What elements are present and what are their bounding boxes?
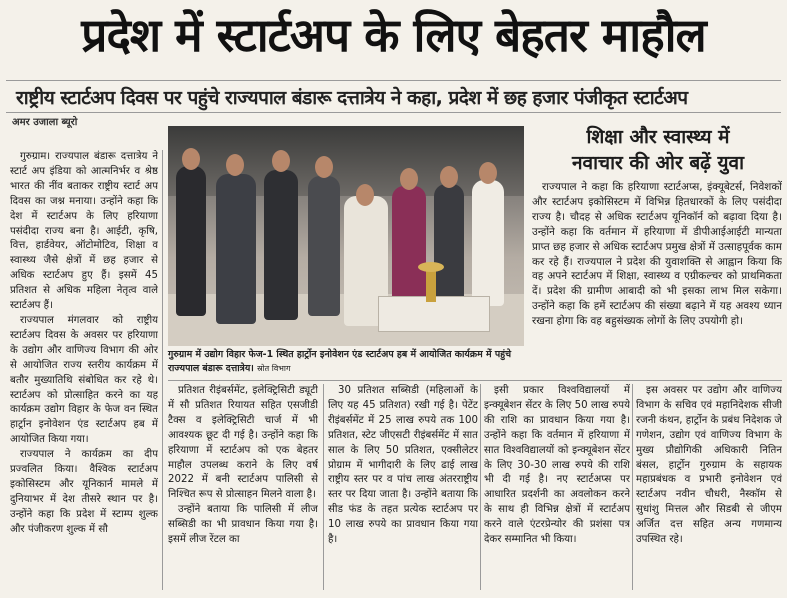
photo-person-head <box>356 184 374 206</box>
photo-person-head <box>315 156 333 178</box>
photo-person-head <box>226 154 244 176</box>
sidebar-text <box>532 180 782 366</box>
photo-person <box>216 174 256 324</box>
paragraph: 30 प्रतिशत सब्सिडी (महिलाओं के लिए यह 45 प्रतिशत) रखी गई है। पेटेंट रीइंबर्समेंट में 25 लाख रुपये तक 100 प्रतिशत, स्टेट जीएसटी रीइंबर्समेंट में सात साल के लिए 50 प्रतिशत, एक्सीलेटर प्रोग्राम में भागीदारी के लिए ढाई लाख राष्ट्रीय स्तर पर व पांच लाख अंतरराष्ट्रीय स्तर पर दिया जाता है। उन्होंने बताया कि सीड फंड के तहत प्रत्येक स्टार्टअप पर 10 लाख रुपये का प्रावधान किया गया है। <box>328 385 478 546</box>
caption-source: स्रोत विभाग <box>257 364 291 373</box>
paragraph: इस अवसर पर उद्योग और वाणिज्य विभाग के सचिव एवं महानिदेशक सीजी रजनी कंथन, हार्ट्रोन के प्रबंध निदेशक जे गणेशन, उद्योग एवं वाणिज्य विभाग के मुख्य प्रौद्योगिकी अधिकारी नितिन बंसल, हार्ट्रोन गुरुग्राम के सहायक महाप्रबंधक व प्रभारी इनोवेशन एवं स्टार्टअप नवीन चौधरी, नैस्कॉम से सुधांशु मित्तल और सिडबी से जीएम अर्जित दत्त सहित अन्य गणमान्य उपस्थित रहे। <box>636 385 782 546</box>
photo-person-head <box>400 168 418 190</box>
byline: अमर उजाला ब्यूरो <box>12 117 78 128</box>
photo-person <box>308 176 340 316</box>
photo-person-head <box>479 162 497 184</box>
column-5 <box>636 384 782 590</box>
subheadline: राष्ट्रीय स्टार्टअप दिवस पर पहुंचे राज्यपाल बंडारू दत्तात्रेय ने कहा, प्रदेश में छह हजार पंजीकृत स्टार्टअप <box>16 87 688 109</box>
divider <box>162 150 163 590</box>
photo-person-head <box>182 148 200 170</box>
column-4 <box>484 384 630 590</box>
column-2 <box>168 384 318 590</box>
photo-person <box>176 166 206 316</box>
lamp-icon <box>426 268 436 302</box>
paragraph: गुरुग्राम। राज्यपाल बंडारू दत्तात्रेय ने स्टार्ट अप इंडिया को आत्मनिर्भर व श्रेष्ठ भारत की नींव बताकर राष्ट्रीय स्टार्ट अप दिवस का जश्न मनाया। उन्होंने कहा कि देश में स्टार्टअप के लिए हरियाणा पसंदीदा राज्य बना है। आईटी, कृषि, वित्त, हार्डवेयर, ऑटोमोटिव, शिक्षा व स्वास्थ्य जैसे क्षेत्रों में छह हजार से अधिक स्टार्टअप हुए हैं। इसमें 45 प्रतिशत से अधिक महिला नेतृत्व वाले स्टार्टअप हैं। <box>10 151 158 312</box>
divider <box>168 380 782 381</box>
divider <box>6 80 781 81</box>
divider <box>480 384 481 590</box>
sidebar-heading <box>536 124 780 180</box>
column-3 <box>328 384 478 590</box>
photo-person-head <box>272 150 290 172</box>
paragraph: राज्यपाल ने कार्यक्रम का दीप प्रज्वलित किया। वैश्विक स्टार्टअप इकोसिस्टम और यूनिकार्न मामले में दुनियाभर में देश तीसरे स्थान पर है। उन्होंने कहा कि प्रदेश में स्टाम्प शुल्क और पंजीकरण शुल्क में सौ <box>10 449 158 535</box>
sidebar-heading-line: शिक्षा और स्वास्थ्य में <box>586 126 730 148</box>
paragraph: उन्होंने बताया कि पालिसी में लीज सब्सिडी का भी प्रावधान किया गया है। इसमें लीज रेंटल का <box>168 504 318 546</box>
headline: प्रदेश में स्टार्टअप के लिए बेहतर माहौल <box>81 8 706 62</box>
news-photo <box>168 126 524 346</box>
paragraph: राज्यपाल मंगलवार को राष्ट्रीय स्टार्टअप दिवस के अवसर पर हरियाणा के उद्योग और वाणिज्य विभाग की ओर से आयोजित राज्य स्तरीय कार्यक्रम में बतौर मुख्यातिथि संबोधित कर रहे थे। स्टार्टअप को प्रोत्साहित करने का यह कार्यक्रम उद्योग विहार के फेज वन स्थित हार्ट्रान इनोवेशन एंड स्टार्टअप हब में आयोजित किया गया। <box>10 314 158 446</box>
divider <box>323 384 324 590</box>
column-1 <box>10 150 158 590</box>
paragraph: इसी प्रकार विश्वविद्यालयों में इन्क्यूबेशन सेंटर के लिए 50 लाख रुपये की राशि का प्रावधान किया गया है। उन्होंने कहा कि वर्तमान में हरियाणा में सात विश्वविद्यालयों को इन्क्यूबेशन सेंटर के लिए 30-30 लाख रुपये की राशि भी दी गई है। नए स्टार्टअप्स पर आधारित प्रदर्शनी का अवलोकन करने के साथ ही विभिन्न क्षेत्रों में स्टार्टअप करने वाले एंटरप्रेन्योर की प्रशंसा पत्र देकर सम्मानित भी किया। <box>484 385 630 546</box>
photo-caption <box>168 348 524 378</box>
divider <box>632 384 633 590</box>
photo-person <box>264 170 298 320</box>
photo-person <box>472 180 504 306</box>
paragraph: प्रतिशत रीइंबर्समेंट, इलेक्ट्रिसिटी ड्यूटी में सौ प्रतिशत रियायत सहित एसजीडी टैक्स व इलेक्ट्रिसिटी चार्ज में भी आवश्यक छूट दी गई है। उन्होंने कहा कि हरियाणा में स्टार्टअप को एक बेहतर माहौल उपलब्ध कराने के लिए वर्ष 2022 में बनी स्टार्टअप पालिसी से निश्चित रूप से प्रोत्साहन मिलने वाला है। <box>168 385 318 501</box>
photo-person <box>434 184 464 304</box>
caption-text: गुरुग्राम में उद्योग विहार फेज-1 स्थित हार्ट्रोन इनोवेशन एंड स्टार्टअप हब में आयोजित कार्यक्रम में पहुंचे राज्यपाल बंडारू दत्तात्रेय। <box>168 349 512 374</box>
sidebar-heading-line: नवाचार की ओर बढ़ें युवा <box>571 152 745 174</box>
lamp-top-icon <box>418 262 444 272</box>
paragraph: राज्यपाल ने कहा कि हरियाणा स्टार्टअप्स, इंक्यूबेटर्स, निवेशकों और स्टार्टअप इकोसिस्टम में विभिन्न हितधारकों के लिए पसंदीदा राज्य है। चौदह से अधिक स्टार्टअप यूनिकॉर्न को बढ़ावा दिया है। उन्होंने कहा कि वर्तमान में हरियाणा में डीपीआईआईटी मान्यता प्राप्त छह हजार से अधिक स्टार्टअप प्रमुख क्षेत्रों में उत्साहपूर्वक काम कर रहे हैं। राज्यपाल ने प्रदेश की युवाशक्ति से आह्वान किया कि वह अपने स्टार्टअप में शिक्षा, स्वास्थ्य व एग्रीकल्चर को प्राथमिकता दें। प्रदेश की ग्रामीण आबादी को भी इसका लाभ मिल सकेगा। उन्होंने कहा कि हमें स्टार्टअप की संख्या बढ़ाने में यह अवश्य ध्यान रखना होगा कि वह बहुसंख्यक लोगों के लिए उपयोगी हो। <box>532 181 782 328</box>
photo-person-head <box>440 166 458 188</box>
divider <box>6 112 781 113</box>
